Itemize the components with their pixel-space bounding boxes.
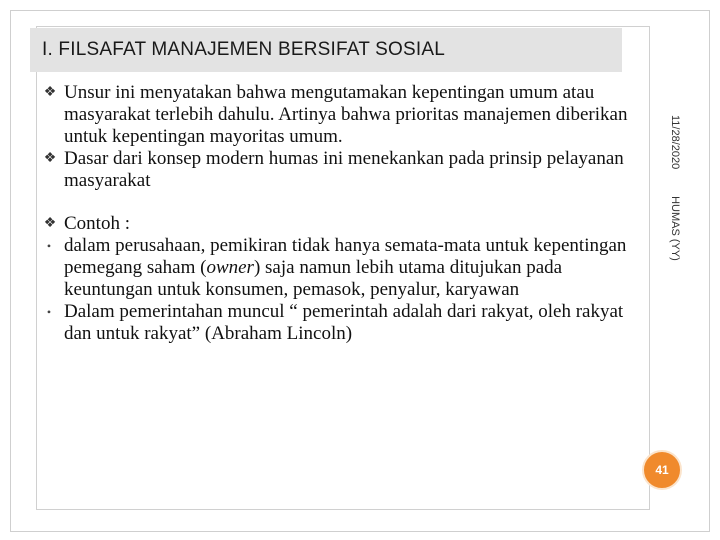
side-footer [666, 115, 684, 265]
slide-content [42, 82, 642, 345]
point-text: Dasar dari konsep modern humas ini menekankan pada prinsip pelayanan masyarakat [64, 148, 624, 191]
diamond-bullet-icon: ❖ [43, 151, 57, 166]
list-item [42, 213, 642, 235]
list-item [42, 301, 642, 345]
slide-title: I. FILSAFAT MANAJEMEN BERSIFAT SOSIAL [42, 39, 445, 60]
side-date: 11/28/2020 [669, 115, 681, 170]
diamond-bullet-icon: ❖ [43, 216, 57, 231]
title-bar [30, 28, 622, 72]
dot-bullet-icon: • [46, 305, 52, 319]
point-text: Unsur ini menyatakan bahwa mengutamakan kepentingan umum atau masyarakat terlebih dahulu. Artinya bahwa prioritas manajemen diberikan untuk kepentingan mayoritas umum. [64, 82, 628, 147]
dot-bullet-icon: • [46, 239, 52, 253]
list-item [42, 235, 642, 301]
list-item [42, 148, 642, 192]
page-number-badge: 41 [642, 450, 682, 490]
side-author: HUMAS (YY) [669, 196, 681, 261]
diamond-bullet-icon: ❖ [43, 85, 57, 100]
list-item [42, 82, 642, 148]
example-heading: Contoh : [64, 213, 130, 234]
example-text: Dalam pemerintahan muncul “ pemerintah adalah dari rakyat, oleh rakyat dan untuk rakyat” (Abraham Lincoln) [64, 301, 624, 344]
example-text: dalam perusahaan, pemikiran tidak hanya semata-mata untuk kepentingan pemegang saham (owner) saja namun lebih utama ditujukan pada keuntungan untuk konsumen, pemasok, penyalur, karyawan [64, 235, 627, 300]
owner-term: owner [206, 257, 254, 278]
